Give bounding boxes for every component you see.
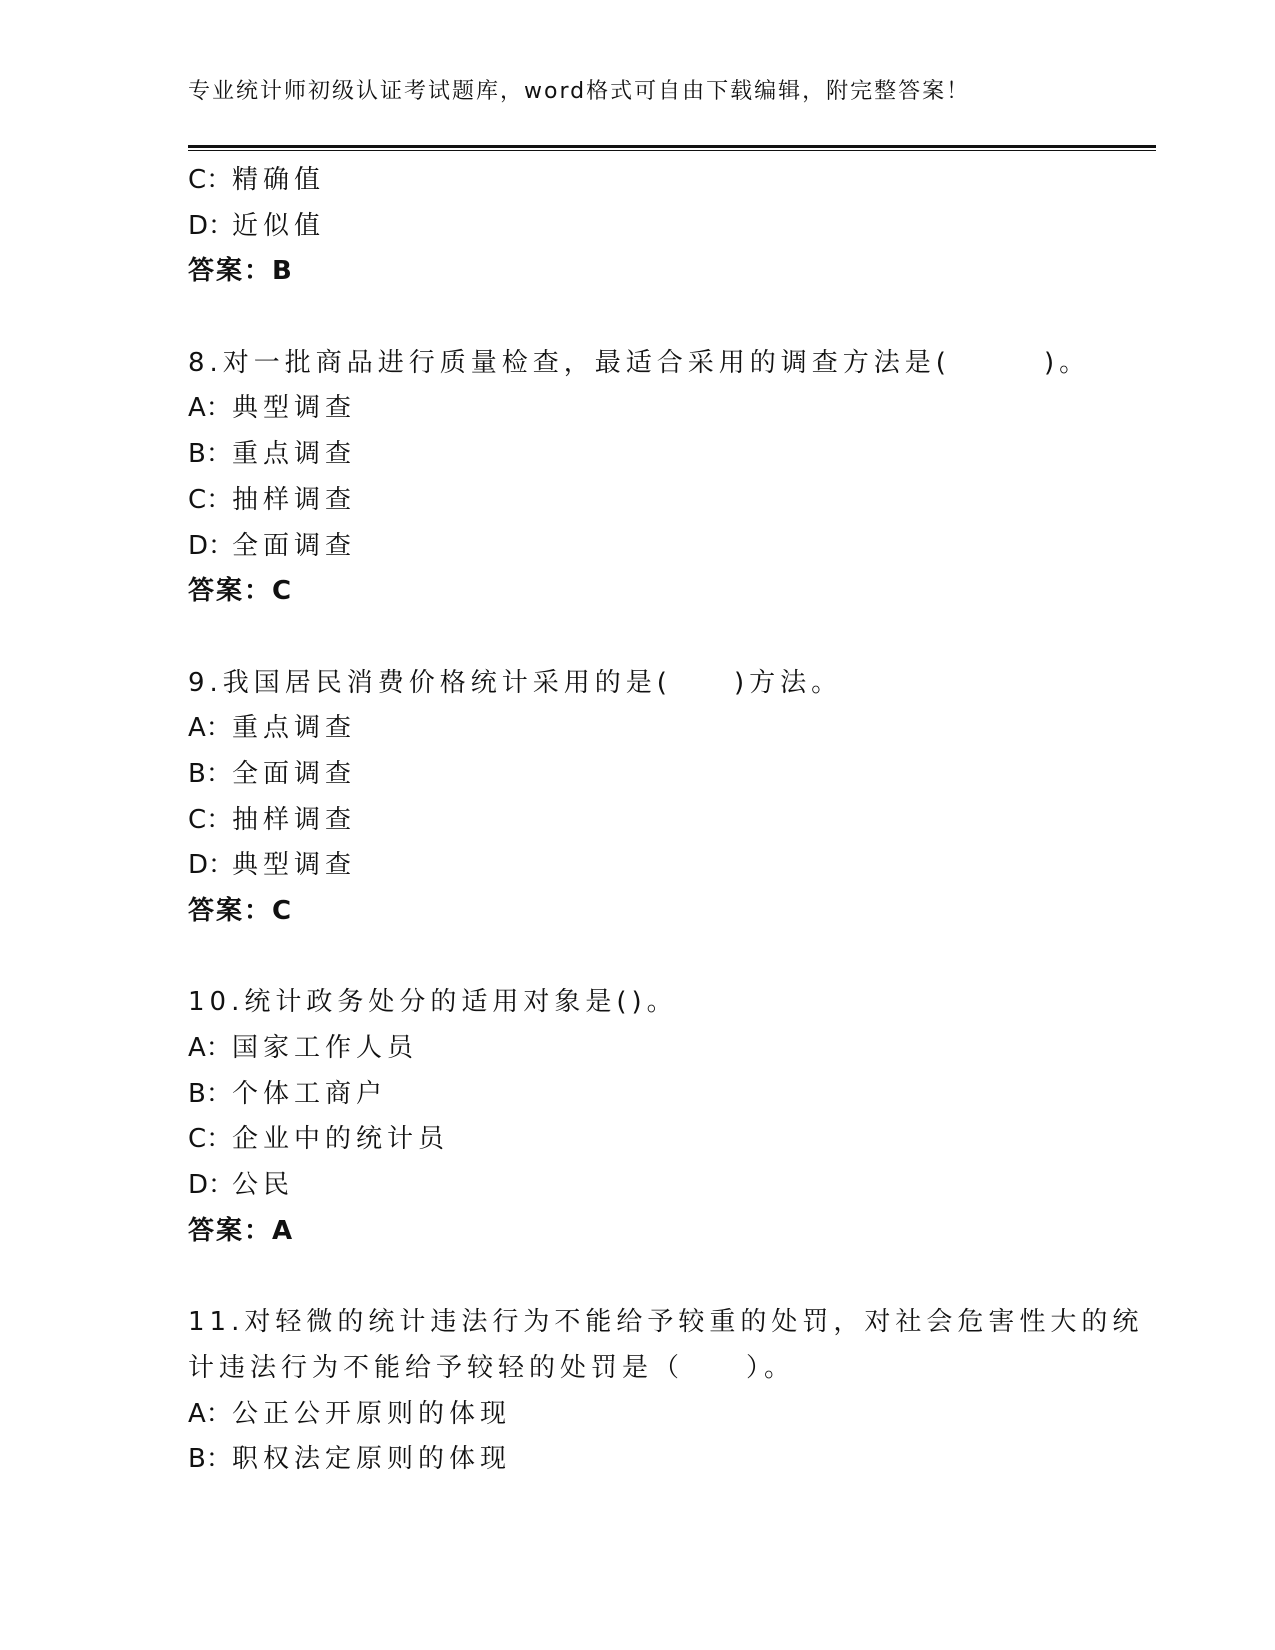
page-header: 专业统计师初级认证考试题库，word格式可自由下载编辑，附完整答案！ [188,79,971,104]
question-block [188,341,1091,615]
option-line [188,1163,1088,1209]
option-text: 典型调查 [232,850,357,881]
answer-line: 答案：C [188,576,294,607]
option-text: 抽样调查 [232,804,357,835]
option-text: 国家工作人员 [232,1033,419,1064]
option-letter: B： [188,758,232,789]
option-text: 公正公开原则的体现 [232,1398,512,1429]
question-content [188,158,1144,1483]
option-text: 企业中的统计员 [232,1124,450,1155]
option-line [188,1392,1088,1438]
option-letter: B： [188,439,232,470]
option-text: 职权法定原则的体现 [232,1444,512,1475]
option-line [188,752,1088,798]
option-letter: A： [188,713,232,744]
option-line [188,432,1088,478]
option-line [188,1117,1088,1163]
option-letter: D： [188,530,235,561]
option-text: 个体工商户 [232,1078,388,1109]
option-line [188,204,1088,250]
option-letter: B： [188,1078,232,1109]
option-line [188,1072,1088,1118]
option-line [188,524,1088,570]
option-text: 近似值 [232,210,326,241]
answer-line: 答案：B [188,256,294,287]
option-text: 公民 [232,1170,295,1201]
question-stem: 10.统计政务处分的适用对象是()。 [188,987,678,1018]
question-stem: 8.对一批商品进行质量检查，最适合采用的调查方法是( )。 [188,347,1091,378]
header-divider [188,145,1156,151]
option-text: 重点调查 [232,439,357,470]
option-line [188,843,1088,889]
option-letter: D： [188,1170,235,1201]
option-letter: D： [188,210,235,241]
question-block [188,1300,1144,1483]
option-letter: C： [188,484,233,515]
option-letter: D： [188,850,235,881]
answer-line: 答案：C [188,896,294,926]
option-text: 精确值 [232,165,326,195]
option-letter: B： [188,1444,232,1475]
option-letter: C： [188,165,233,195]
option-text: 抽样调查 [232,484,357,515]
option-line [188,158,1088,204]
option-letter: A： [188,1033,232,1064]
option-line [188,1026,1088,1072]
option-letter: C： [188,804,233,835]
question-block [188,980,1088,1254]
prev-question-block [188,158,1088,295]
question-stem: 11.对轻微的统计违法行为不能给予较重的处罚，对社会危害性大的统 [188,1307,1144,1338]
option-text: 全面调查 [232,530,357,561]
option-line [188,478,1088,524]
option-text: 典型调查 [232,393,357,424]
option-line [188,386,1088,432]
option-letter: C： [188,1124,233,1155]
option-line [188,706,1088,752]
option-text: 重点调查 [232,713,357,744]
question-block [188,661,1088,935]
option-line [188,798,1088,844]
question-stem: 9.我国居民消费价格统计采用的是( )方法。 [188,667,843,698]
option-text: 全面调查 [232,758,357,789]
option-line [188,1437,1088,1483]
question-stem-continuation: 计违法行为不能给予较轻的处罚是（ ）。 [188,1352,796,1383]
option-letter: A： [188,393,232,424]
answer-line: 答案：A [188,1215,295,1246]
option-letter: A： [188,1398,232,1429]
